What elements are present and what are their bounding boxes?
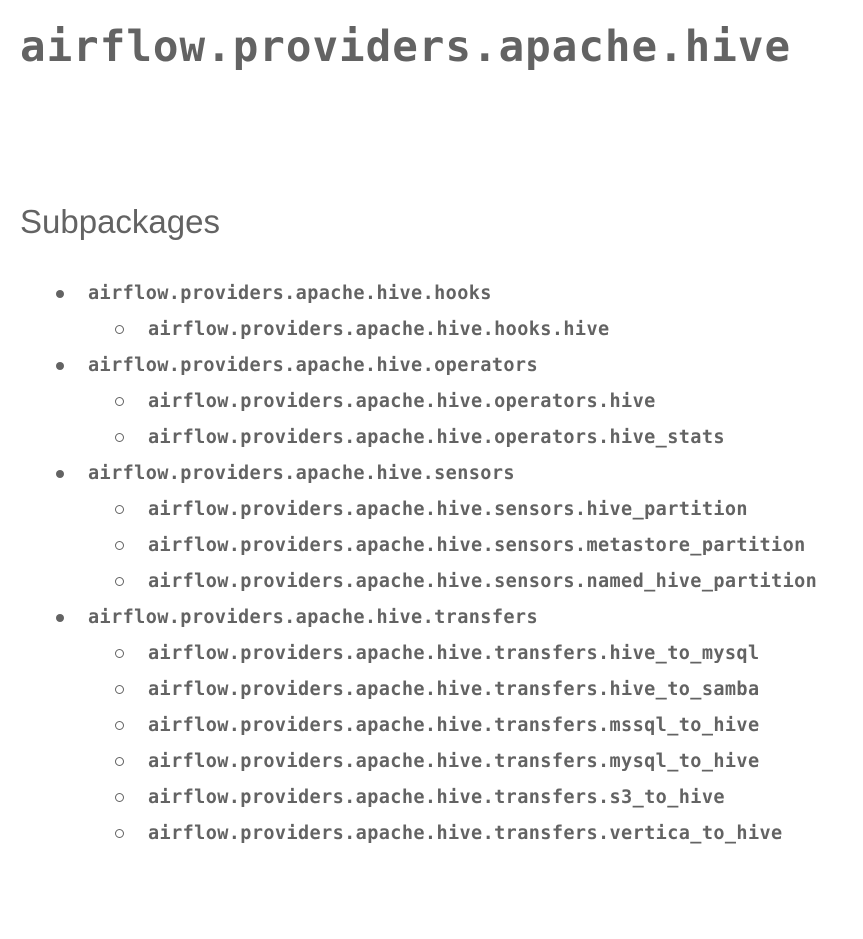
module-link[interactable]: airflow.providers.apache.hive.operators.hive <box>148 391 656 412</box>
bullet-circle-icon <box>115 505 124 514</box>
bullet-disc-icon <box>56 290 64 298</box>
bullet-circle-icon <box>115 541 124 550</box>
subpackage-link[interactable]: airflow.providers.apache.hive.transfers <box>88 607 538 628</box>
bullet-circle-icon <box>115 829 124 838</box>
module-item <box>0 528 853 564</box>
bullet-circle-icon <box>115 685 124 694</box>
bullet-disc-icon <box>56 362 64 370</box>
module-list <box>0 384 863 456</box>
bullet-disc-icon <box>56 614 64 622</box>
bullet-circle-icon <box>115 649 124 658</box>
bullet-circle-icon <box>115 757 124 766</box>
module-list <box>0 636 863 852</box>
module-link[interactable]: airflow.providers.apache.hive.hooks.hive <box>148 319 610 340</box>
module-link[interactable]: airflow.providers.apache.hive.transfers.hive_to_samba <box>148 679 760 700</box>
module-item <box>0 708 853 744</box>
module-link[interactable]: airflow.providers.apache.hive.sensors.hive_partition <box>148 499 748 520</box>
subpackage-item <box>0 600 863 852</box>
subpackages-list <box>0 276 863 852</box>
subpackage-link[interactable]: airflow.providers.apache.hive.operators <box>88 355 538 376</box>
module-item <box>0 312 853 348</box>
module-item <box>0 744 853 780</box>
module-link[interactable]: airflow.providers.apache.hive.transfers.vertica_to_hive <box>148 823 783 844</box>
bullet-circle-icon <box>115 325 124 334</box>
module-list <box>0 312 863 348</box>
bullet-circle-icon <box>115 577 124 586</box>
bullet-circle-icon <box>115 397 124 406</box>
module-item <box>0 816 853 852</box>
module-link[interactable]: airflow.providers.apache.hive.transfers.s3_to_hive <box>148 787 725 808</box>
subpackage-link[interactable]: airflow.providers.apache.hive.hooks <box>88 283 492 304</box>
subpackage-link[interactable]: airflow.providers.apache.hive.sensors <box>88 463 515 484</box>
page-title: airflow.providers.apache.hive <box>20 23 792 72</box>
module-item <box>0 672 853 708</box>
subpackage-item <box>0 276 863 348</box>
module-link[interactable]: airflow.providers.apache.hive.sensors.metastore_partition <box>148 535 806 556</box>
module-link[interactable]: airflow.providers.apache.hive.sensors.named_hive_partition <box>148 571 818 592</box>
module-link[interactable]: airflow.providers.apache.hive.transfers.mssql_to_hive <box>148 715 760 736</box>
module-item <box>0 384 853 420</box>
bullet-circle-icon <box>115 433 124 442</box>
bullet-disc-icon <box>56 470 64 478</box>
module-link[interactable]: airflow.providers.apache.hive.transfers.hive_to_mysql <box>148 643 760 664</box>
module-link[interactable]: airflow.providers.apache.hive.operators.hive_stats <box>148 427 725 448</box>
module-item <box>0 564 853 600</box>
subpackages-heading: Subpackages <box>20 203 220 240</box>
subpackage-item <box>0 348 863 456</box>
module-item <box>0 420 853 456</box>
bullet-circle-icon <box>115 793 124 802</box>
module-list <box>0 492 863 600</box>
module-item <box>0 636 853 672</box>
module-link[interactable]: airflow.providers.apache.hive.transfers.mysql_to_hive <box>148 751 760 772</box>
subpackage-item <box>0 456 863 600</box>
module-item <box>0 780 853 816</box>
bullet-circle-icon <box>115 721 124 730</box>
module-item <box>0 492 853 528</box>
